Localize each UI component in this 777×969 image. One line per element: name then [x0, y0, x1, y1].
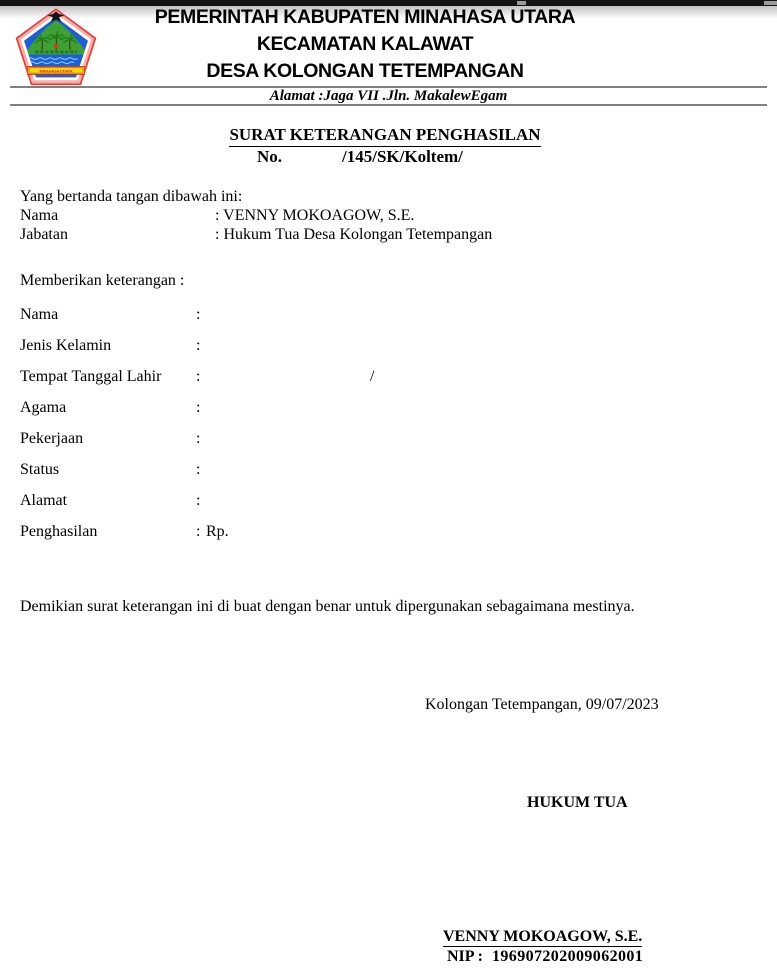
field-slash-separator: /	[370, 368, 375, 385]
field-label-status: Status	[20, 461, 60, 478]
opening-sentence: Yang bertanda tangan dibawah ini:	[20, 188, 243, 205]
field-label-pekerjaan: Pekerjaan	[20, 430, 84, 447]
field-label-agama: Agama	[20, 399, 67, 416]
document-title-wrap	[0, 125, 770, 147]
closing-statement: Demikian surat keterangan ini di buat dengan benar untuk dipergunakan sebagaimana mestinya.	[20, 598, 635, 615]
field-label-jenis-kelamin: Jenis Kelamin	[20, 337, 112, 354]
signer-position-label: Jabatan	[20, 226, 68, 243]
banner-text: MINAHASA UTARA	[39, 69, 73, 74]
field-colon: :	[196, 399, 201, 416]
lead-sentence: Memberikan keterangan :	[20, 272, 185, 289]
signer-name-label: Nama	[20, 207, 59, 224]
letterhead-line-1: PEMERINTAH KABUPATEN MINAHASA UTARA	[154, 6, 576, 28]
signature-title: HUKUM TUA	[527, 794, 628, 811]
field-label-penghasilan: Penghasilan	[20, 523, 98, 540]
field-colon: :	[196, 306, 201, 323]
nip-label: NIP :	[447, 948, 483, 965]
letterhead-divider-bottom	[10, 104, 767, 106]
signature-name: VENNY MOKOAGOW, S.E.	[443, 928, 643, 945]
nip-value: 196907202009062001	[492, 948, 644, 965]
place-and-date: Kolongan Tetempangan, 09/07/2023	[425, 696, 659, 713]
letterhead-address: Alamat :Jaga VII .Jln. MakalewEgam	[269, 88, 508, 104]
letter-number-label: No.	[257, 147, 283, 166]
signer-name-value: : VENNY MOKOAGOW, S.E.	[215, 207, 415, 224]
letter-number-value: /145/SK/Koltem/	[342, 147, 463, 166]
field-colon: :	[196, 523, 201, 540]
field-colon: :	[196, 461, 201, 478]
field-label-tempat-tanggal-lahir: Tempat Tanggal Lahir	[20, 368, 162, 385]
letterhead	[0, 4, 730, 85]
signature-name-wrap	[443, 928, 642, 947]
field-value-penghasilan: Rp.	[206, 523, 229, 540]
signer-position-value: : Hukum Tua Desa Kolongan Tetempangan	[215, 226, 493, 243]
field-label-nama: Nama	[20, 306, 59, 323]
field-colon: :	[196, 337, 201, 354]
field-colon: :	[196, 430, 201, 447]
field-colon: :	[196, 368, 201, 385]
field-label-alamat: Alamat	[20, 492, 68, 509]
top-bar-notch	[764, 1, 777, 5]
field-colon: :	[196, 492, 201, 509]
letterhead-line-2: KECAMATAN KALAWAT	[256, 33, 474, 55]
letterhead-line-3: DESA KOLONGAN TETEMPANGAN	[206, 60, 524, 82]
document-title: SURAT KETERANGAN PENGHASILAN	[229, 125, 540, 147]
